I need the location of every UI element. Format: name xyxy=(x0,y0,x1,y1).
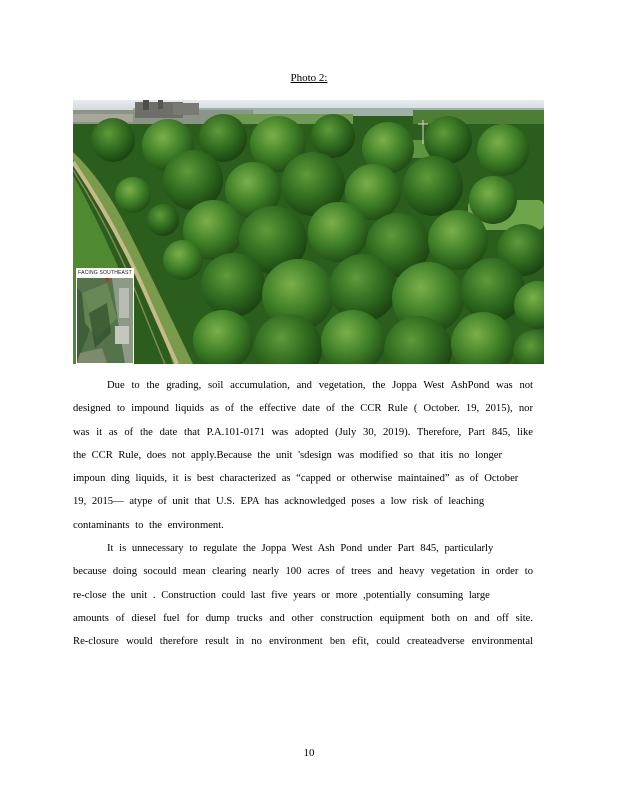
photo-caption: Photo 2: xyxy=(290,72,328,84)
paragraph-1-line-7: contaminants to the environment. xyxy=(73,519,224,531)
paragraph-1-line-2: designed to impound liquids as of the effective date of the CCR Rule ( October. 19, 2015), nor xyxy=(73,403,533,415)
body-text xyxy=(73,378,533,658)
paragraph-1-line-5: impoun ding liquids, it is best characterized as “capped or otherwise maintained” as of October xyxy=(73,473,519,485)
page-number: 10 xyxy=(303,747,315,759)
paragraph-1-line-3: was it as of the date that P.A.101-0171 was adopted (July 30, 2019). Therefore, Part 845, like xyxy=(73,426,533,438)
inset-map-graphic xyxy=(77,278,133,363)
paragraph-1-line-6: 19, 2015— atype of unit that U.S. EPA has acknowledged poses a low risk of leaching xyxy=(73,496,485,508)
paragraph-2-line-4: amounts of diesel fuel for dump trucks and other construction equipment both on and off site. xyxy=(73,612,533,624)
paragraph-2-line-5: Re-closure would therefore result in no environment ben efit, could createadverse environmental xyxy=(73,636,533,648)
paragraph-1-line-1: Due to the grading, soil accumulation, and vegetation, the Joppa West AshPond was not xyxy=(107,380,533,391)
aerial-photo xyxy=(73,100,544,364)
aerial-photo-graphic xyxy=(73,100,544,364)
paragraph-2-line-3: re-close the unit . Construction could last five years or more ,potentially consuming large xyxy=(73,589,490,601)
location-inset-map xyxy=(76,268,134,364)
paragraph-2-line-2: because doing socould mean clearing nearly 100 acres of trees and heavy vegetation in order to xyxy=(73,566,533,578)
inset-label: FACING SOUTHEAST xyxy=(78,270,132,276)
paragraph-2-line-1: It is unnecessary to regulate the Joppa West Ash Pond under Part 845, particularly xyxy=(107,543,494,555)
paragraph-1-line-4: the CCR Rule, does not apply.Because the unit 'sdesign was modified so that itis no longer xyxy=(73,449,503,461)
